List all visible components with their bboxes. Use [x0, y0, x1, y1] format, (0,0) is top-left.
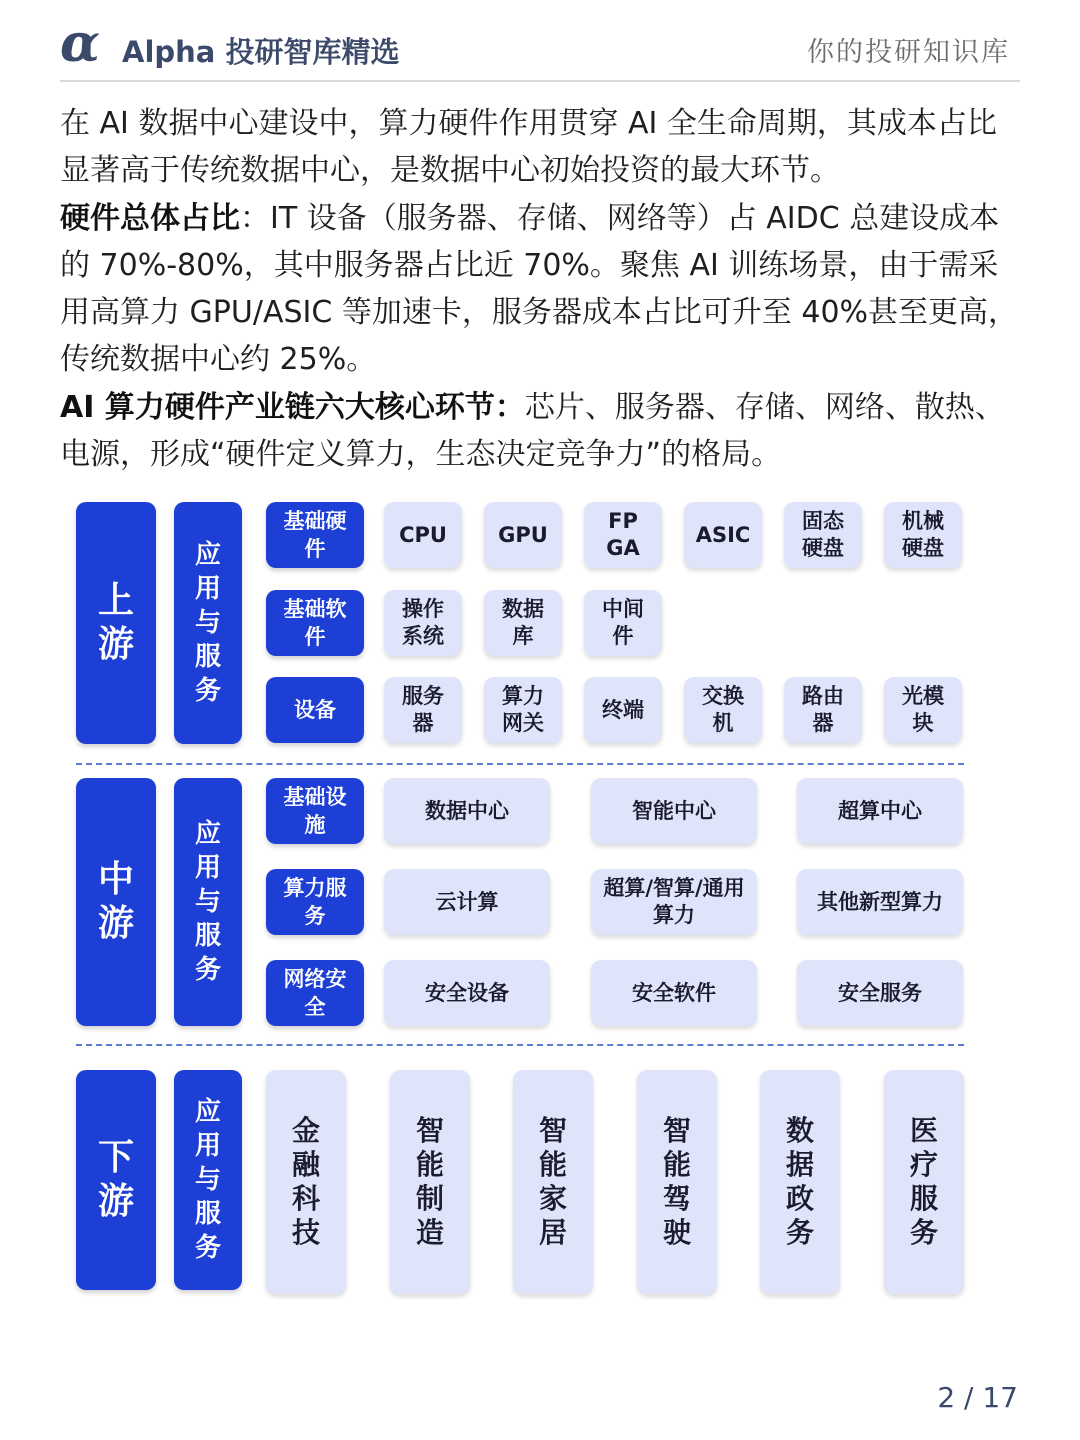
- category-equipment: 设备: [266, 677, 364, 743]
- alpha-logo-icon: α: [60, 13, 101, 74]
- item-ssd: 固态硬盘: [784, 502, 862, 568]
- item-security-software: 安全软件: [591, 960, 757, 1026]
- item-security-device: 安全设备: [384, 960, 550, 1026]
- stage-midstream: 中游: [76, 778, 156, 1026]
- hardware-share-text: ：IT 设备（服务器、存储、网络等）占 AIDC 总建设成本的 70%-80%，其中服务器占比近 70%。聚焦 AI 训练场景，由于需采用高算力 GPU/ASIC 等加速卡，服务器成本占比可升至 40%甚至更高，传统数据中心约 25%。: [60, 200, 1019, 378]
- page-number: 2 / 17: [937, 1381, 1018, 1414]
- item-asic: ASIC: [684, 502, 762, 568]
- paragraph-core-links: [60, 384, 1020, 479]
- brand-title: Alpha 投研智库精选: [122, 35, 400, 69]
- item-smart-manufacturing: 智能制造: [390, 1070, 470, 1294]
- item-fintech: 金融科技: [266, 1070, 346, 1294]
- item-intelligent-center: 智能中心: [591, 778, 757, 844]
- paragraph-intro: 在 AI 数据中心建设中，算力硬件作用贯穿 AI 全生命周期，其成本占比显著高于传统数据中心，是数据中心初始投资的最大环节。: [60, 106, 997, 189]
- app-service-upstream: 应用与服务: [174, 502, 242, 744]
- item-compute-gateway: 算力网关: [484, 677, 562, 743]
- core-links-text: 芯片、服务器、存储、网络、散热、电源，形成“硬件定义算力，生态决定竞争力”的格局。: [60, 389, 1005, 473]
- stage-upstream: 上游: [76, 502, 156, 744]
- paragraph-hardware-share: [60, 195, 1020, 384]
- item-gpu: GPU: [484, 502, 562, 568]
- header-tagline: 你的投研知识库: [807, 37, 1010, 68]
- page-header: [60, 13, 1020, 82]
- item-fpga: FPGA: [584, 502, 662, 568]
- item-switch: 交换机: [684, 677, 762, 743]
- category-infrastructure: 基础设施: [266, 778, 364, 844]
- item-medical-service: 医疗服务: [884, 1070, 964, 1294]
- item-cpu: CPU: [384, 502, 462, 568]
- stage-downstream: 下游: [76, 1070, 156, 1290]
- item-middleware: 中间件: [584, 590, 662, 656]
- divider-upstream-midstream: [76, 763, 964, 765]
- item-smart-home: 智能家居: [513, 1070, 593, 1294]
- item-data-center: 数据中心: [384, 778, 550, 844]
- item-hdd: 机械硬盘: [884, 502, 962, 568]
- item-server: 服务器: [384, 677, 462, 743]
- core-links-label: AI 算力硬件产业链六大核心环节：: [60, 389, 525, 425]
- category-basic-software: 基础软件: [266, 590, 364, 656]
- item-super-intelligent-general-compute: 超算/智算/通用算力: [591, 869, 757, 935]
- divider-midstream-downstream: [76, 1044, 964, 1046]
- item-operating-system: 操作系统: [384, 590, 462, 656]
- app-service-midstream: 应用与服务: [174, 778, 242, 1026]
- item-other-new-compute: 其他新型算力: [797, 869, 963, 935]
- item-terminal: 终端: [584, 677, 662, 743]
- item-database: 数据库: [484, 590, 562, 656]
- item-optical-module: 光模块: [884, 677, 962, 743]
- item-router: 路由器: [784, 677, 862, 743]
- category-basic-hardware: 基础硬件: [266, 502, 364, 568]
- item-cloud-computing: 云计算: [384, 869, 550, 935]
- category-network-security: 网络安全: [266, 960, 364, 1026]
- category-compute-service: 算力服务: [266, 869, 364, 935]
- item-smart-driving: 智能驾驶: [637, 1070, 717, 1294]
- article-body: [60, 100, 1020, 478]
- hardware-share-label: 硬件总体占比: [60, 200, 240, 236]
- item-security-service: 安全服务: [797, 960, 963, 1026]
- item-supercomputing-center: 超算中心: [797, 778, 963, 844]
- app-service-downstream: 应用与服务: [174, 1070, 242, 1290]
- item-digital-government: 数据政务: [760, 1070, 840, 1294]
